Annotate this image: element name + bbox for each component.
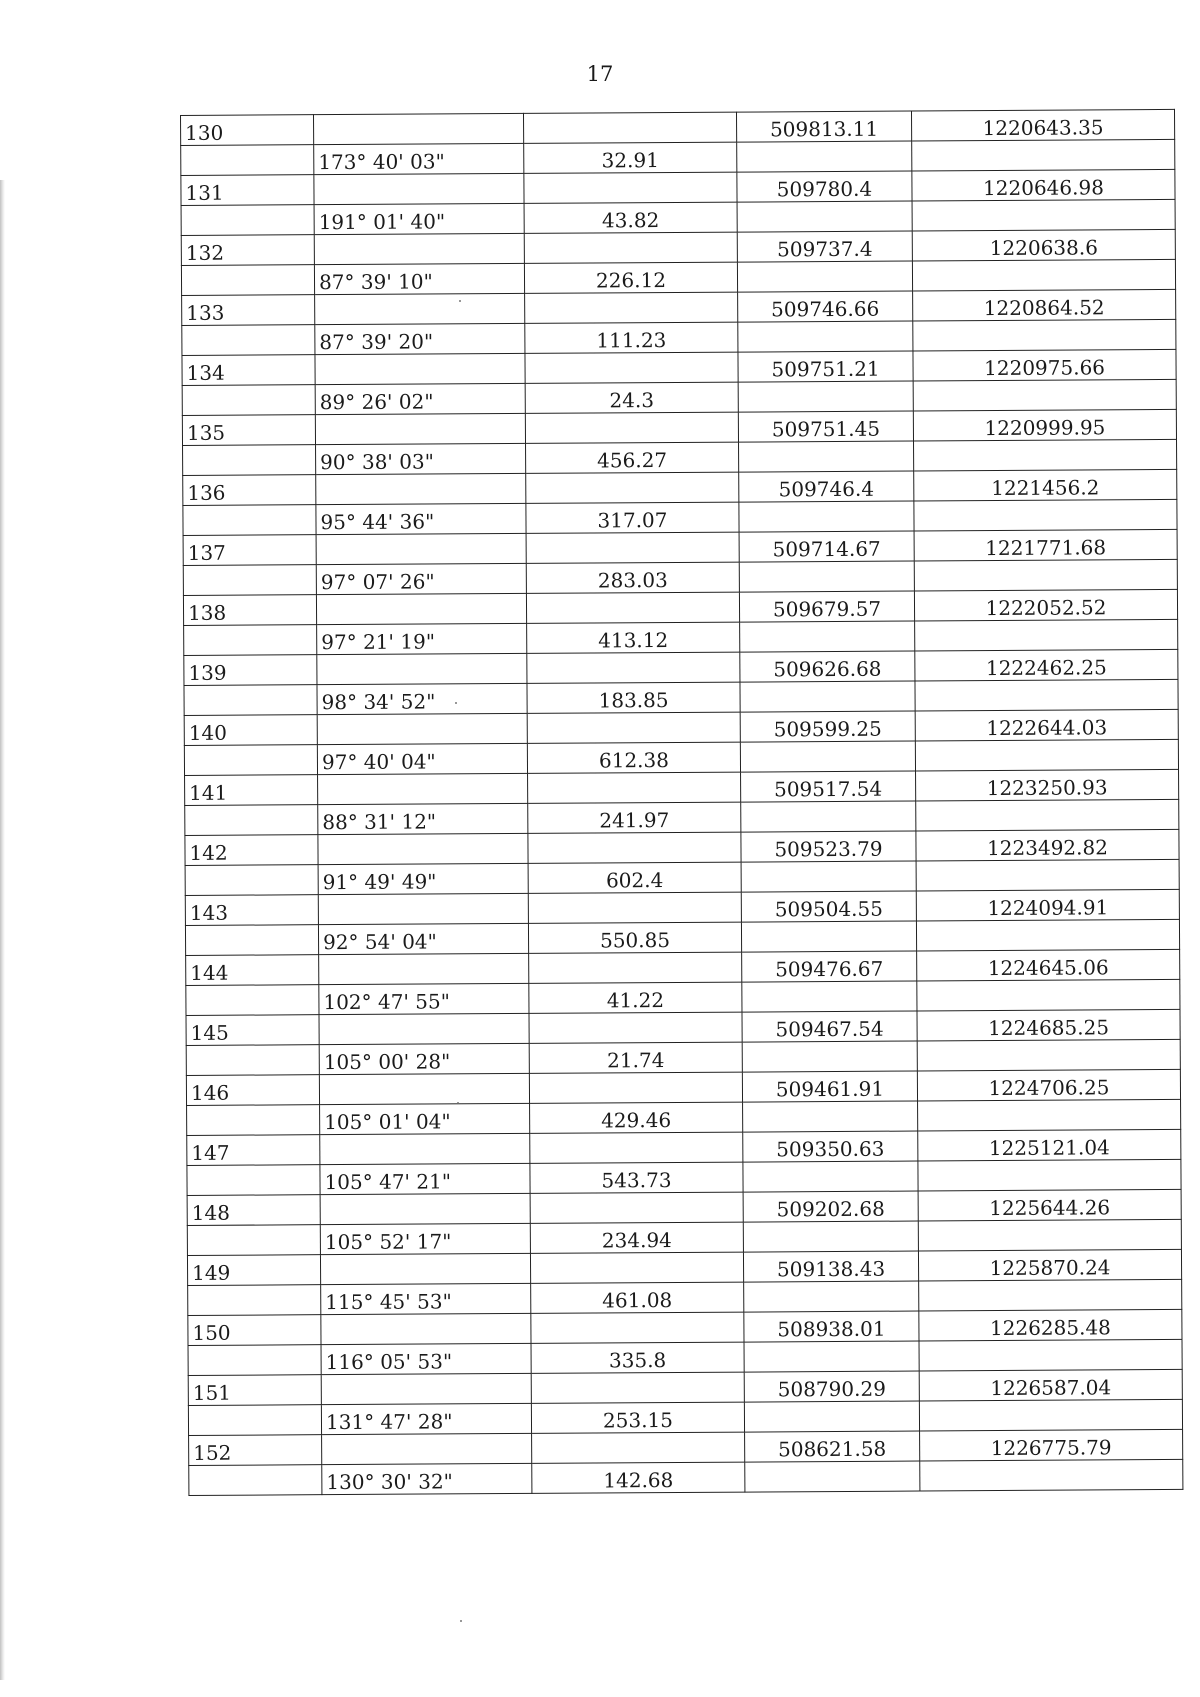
bearing-cell: 130° 30' 32" xyxy=(322,1463,532,1494)
northing-cell: 1222052.52 xyxy=(914,589,1177,621)
bearing-cell: 87° 39' 10" xyxy=(314,263,524,294)
bearing-cell xyxy=(319,1073,529,1104)
northing-cell: 1223492.82 xyxy=(916,829,1179,861)
point-id-cell xyxy=(185,865,318,896)
easting-cell xyxy=(741,861,916,892)
segment-row xyxy=(189,1459,1183,1495)
point-id-cell xyxy=(187,1105,320,1136)
distance-cell: 234.94 xyxy=(530,1222,743,1253)
easting-cell xyxy=(737,201,912,232)
point-id-cell: 147 xyxy=(187,1135,320,1166)
bearing-cell: 131° 47' 28" xyxy=(321,1403,531,1434)
northing-cell xyxy=(918,1219,1181,1251)
distance-cell xyxy=(528,772,741,803)
point-id-cell: 134 xyxy=(182,355,315,386)
bearing-cell xyxy=(318,773,528,804)
easting-cell xyxy=(744,1341,919,1372)
distance-cell: 429.46 xyxy=(530,1102,743,1133)
point-id-cell: 151 xyxy=(188,1375,321,1406)
northing-cell xyxy=(915,679,1178,711)
distance-cell: 142.68 xyxy=(532,1462,745,1493)
point-id-cell xyxy=(181,205,314,236)
bearing-cell: 87° 39' 20" xyxy=(315,323,525,354)
scan-speck xyxy=(455,702,457,704)
distance-cell: 21.74 xyxy=(529,1042,742,1073)
easting-cell xyxy=(737,141,912,172)
northing-cell xyxy=(912,259,1175,291)
distance-cell xyxy=(526,592,739,623)
distance-cell xyxy=(526,532,739,563)
scan-edge-shadow xyxy=(0,180,5,1680)
easting-cell xyxy=(740,681,915,712)
easting-cell: 509476.67 xyxy=(742,951,917,982)
easting-cell: 509714.67 xyxy=(739,531,914,562)
northing-cell xyxy=(914,439,1177,471)
point-id-cell: 130 xyxy=(181,115,314,146)
easting-cell: 509751.21 xyxy=(738,351,913,382)
distance-cell: 456.27 xyxy=(526,442,739,473)
northing-cell: 1225870.24 xyxy=(918,1249,1181,1281)
survey-coordinates-table xyxy=(180,109,1183,1496)
distance-cell: 241.97 xyxy=(528,802,741,833)
northing-cell xyxy=(915,619,1178,651)
distance-cell xyxy=(523,112,736,143)
point-id-cell xyxy=(182,325,315,356)
bearing-cell xyxy=(321,1313,531,1344)
northing-cell xyxy=(914,499,1177,531)
point-id-cell: 146 xyxy=(186,1075,319,1106)
bearing-cell: 105° 01' 04" xyxy=(320,1103,530,1134)
northing-cell xyxy=(917,1039,1180,1071)
easting-cell xyxy=(737,261,912,292)
survey-table-body xyxy=(181,109,1183,1495)
bearing-cell xyxy=(316,593,526,624)
bearing-cell: 88° 31' 12" xyxy=(318,803,528,834)
distance-cell: 283.03 xyxy=(526,562,739,593)
northing-cell xyxy=(916,919,1179,951)
bearing-cell xyxy=(317,713,527,744)
northing-cell: 1225121.04 xyxy=(918,1129,1181,1161)
bearing-cell xyxy=(319,1013,529,1044)
point-id-cell xyxy=(181,265,314,296)
easting-cell xyxy=(740,741,915,772)
distance-cell: 226.12 xyxy=(524,262,737,293)
northing-cell xyxy=(919,1279,1182,1311)
bearing-cell xyxy=(320,1253,530,1284)
point-id-cell: 152 xyxy=(189,1435,322,1466)
point-id-cell xyxy=(189,1465,322,1496)
distance-cell xyxy=(529,1012,742,1043)
point-id-cell xyxy=(186,1045,319,1076)
easting-cell xyxy=(738,321,913,352)
northing-cell: 1223250.93 xyxy=(916,769,1179,801)
easting-cell: 509350.63 xyxy=(743,1131,918,1162)
easting-cell xyxy=(741,921,916,952)
point-id-cell: 132 xyxy=(181,235,314,266)
point-id-cell xyxy=(183,565,316,596)
bearing-cell xyxy=(314,233,524,264)
point-id-cell xyxy=(186,985,319,1016)
point-id-cell: 138 xyxy=(183,595,316,626)
point-id-cell xyxy=(184,685,317,716)
bearing-cell: 97° 40' 04" xyxy=(317,743,527,774)
bearing-cell xyxy=(318,833,528,864)
northing-cell: 1220643.35 xyxy=(911,109,1174,141)
easting-cell: 508938.01 xyxy=(744,1311,919,1342)
distance-cell: 550.85 xyxy=(528,922,741,953)
easting-cell: 509202.68 xyxy=(743,1191,918,1222)
northing-cell: 1220975.66 xyxy=(913,349,1176,381)
easting-cell: 509599.25 xyxy=(740,711,915,742)
bearing-cell: 92° 54' 04" xyxy=(318,923,528,954)
distance-cell: 335.8 xyxy=(531,1342,744,1373)
bearing-cell: 89° 26' 02" xyxy=(315,383,525,414)
easting-cell: 509523.79 xyxy=(741,831,916,862)
point-id-cell: 144 xyxy=(186,955,319,986)
easting-cell xyxy=(739,501,914,532)
easting-cell: 509751.45 xyxy=(738,411,913,442)
distance-cell: 253.15 xyxy=(531,1402,744,1433)
point-id-cell xyxy=(184,625,317,656)
point-id-cell xyxy=(185,805,318,836)
easting-cell xyxy=(745,1461,920,1492)
distance-cell: 41.22 xyxy=(529,982,742,1013)
easting-cell xyxy=(739,441,914,472)
northing-cell: 1224685.25 xyxy=(917,1009,1180,1041)
distance-cell: 612.38 xyxy=(527,742,740,773)
point-id-cell: 133 xyxy=(182,295,315,326)
point-id-cell: 149 xyxy=(187,1255,320,1286)
easting-cell xyxy=(743,1161,918,1192)
easting-cell xyxy=(740,621,915,652)
northing-cell: 1226775.79 xyxy=(920,1429,1183,1461)
distance-cell xyxy=(531,1312,744,1343)
distance-cell xyxy=(525,412,738,443)
northing-cell: 1224094.91 xyxy=(916,889,1179,921)
easting-cell: 508621.58 xyxy=(745,1431,920,1462)
northing-cell: 1220864.52 xyxy=(913,289,1176,321)
point-id-cell xyxy=(185,925,318,956)
northing-cell: 1220999.95 xyxy=(913,409,1176,441)
bearing-cell xyxy=(320,1193,530,1224)
bearing-cell: 97° 07' 26" xyxy=(316,563,526,594)
distance-cell: 32.91 xyxy=(524,142,737,173)
point-id-cell xyxy=(181,145,314,176)
bearing-cell: 105° 00' 28" xyxy=(319,1043,529,1074)
distance-cell xyxy=(530,1132,743,1163)
distance-cell xyxy=(528,832,741,863)
distance-cell xyxy=(525,292,738,323)
easting-cell: 509461.91 xyxy=(742,1071,917,1102)
bearing-cell xyxy=(316,533,526,564)
easting-cell: 509138.43 xyxy=(743,1251,918,1282)
bearing-cell xyxy=(314,173,524,204)
easting-cell: 509626.68 xyxy=(740,651,915,682)
northing-cell xyxy=(912,139,1175,171)
northing-cell xyxy=(912,199,1175,231)
point-id-cell: 135 xyxy=(182,415,315,446)
distance-cell xyxy=(526,472,739,503)
point-id-cell: 148 xyxy=(187,1195,320,1226)
northing-cell xyxy=(913,379,1176,411)
easting-cell xyxy=(743,1221,918,1252)
bearing-cell: 97° 21' 19" xyxy=(317,623,527,654)
point-id-cell xyxy=(182,385,315,416)
distance-cell xyxy=(530,1192,743,1223)
easting-cell: 509517.54 xyxy=(741,771,916,802)
distance-cell: 24.3 xyxy=(525,382,738,413)
northing-cell: 1221456.2 xyxy=(914,469,1177,501)
distance-cell xyxy=(527,652,740,683)
point-id-cell xyxy=(188,1285,321,1316)
distance-cell xyxy=(527,712,740,743)
point-id-cell: 140 xyxy=(184,715,317,746)
bearing-cell: 173° 40' 03" xyxy=(314,143,524,174)
northing-cell xyxy=(920,1459,1183,1491)
easting-cell: 509679.57 xyxy=(739,591,914,622)
distance-cell: 543.73 xyxy=(530,1162,743,1193)
point-id-cell xyxy=(187,1225,320,1256)
northing-cell xyxy=(919,1399,1182,1431)
easting-cell xyxy=(739,561,914,592)
northing-cell: 1221771.68 xyxy=(914,529,1177,561)
easting-cell: 509467.54 xyxy=(742,1011,917,1042)
bearing-cell: 95° 44' 36" xyxy=(316,503,526,534)
bearing-cell: 191° 01' 40" xyxy=(314,203,524,234)
distance-cell: 602.4 xyxy=(528,862,741,893)
bearing-cell xyxy=(317,653,527,684)
bearing-cell xyxy=(320,1133,530,1164)
point-id-cell xyxy=(183,505,316,536)
easting-cell: 509746.66 xyxy=(738,291,913,322)
northing-cell: 1224706.25 xyxy=(917,1069,1180,1101)
bearing-cell xyxy=(315,293,525,324)
bearing-cell xyxy=(318,893,528,924)
easting-cell: 509780.4 xyxy=(737,171,912,202)
bearing-cell xyxy=(315,353,525,384)
point-id-cell: 145 xyxy=(186,1015,319,1046)
northing-cell xyxy=(917,979,1180,1011)
easting-cell xyxy=(744,1281,919,1312)
survey-table-container xyxy=(180,109,1182,1496)
distance-cell xyxy=(524,232,737,263)
easting-cell: 509737.4 xyxy=(737,231,912,262)
northing-cell xyxy=(918,1159,1181,1191)
distance-cell xyxy=(529,1072,742,1103)
distance-cell: 111.23 xyxy=(525,322,738,353)
bearing-cell: 98° 34' 52" xyxy=(317,683,527,714)
easting-cell xyxy=(741,801,916,832)
northing-cell: 1226587.04 xyxy=(919,1369,1182,1401)
easting-cell xyxy=(744,1401,919,1432)
bearing-cell: 90° 38' 03" xyxy=(316,443,526,474)
northing-cell xyxy=(915,739,1178,771)
point-id-cell: 141 xyxy=(185,775,318,806)
distance-cell xyxy=(532,1432,745,1463)
northing-cell xyxy=(916,859,1179,891)
point-id-cell xyxy=(187,1165,320,1196)
distance-cell xyxy=(524,172,737,203)
bearing-cell: 105° 47' 21" xyxy=(320,1163,530,1194)
point-id-cell xyxy=(188,1345,321,1376)
northing-cell: 1225644.26 xyxy=(918,1189,1181,1221)
bearing-cell xyxy=(322,1433,532,1464)
bearing-cell xyxy=(321,1373,531,1404)
easting-cell xyxy=(743,1101,918,1132)
easting-cell: 509746.4 xyxy=(739,471,914,502)
easting-cell: 508790.29 xyxy=(744,1371,919,1402)
scan-speck xyxy=(460,1620,462,1622)
point-id-cell: 142 xyxy=(185,835,318,866)
distance-cell: 413.12 xyxy=(527,622,740,653)
distance-cell xyxy=(528,892,741,923)
scan-speck xyxy=(457,1102,459,1104)
northing-cell xyxy=(916,799,1179,831)
northing-cell: 1220638.6 xyxy=(912,229,1175,261)
page-number: 17 xyxy=(586,62,614,86)
northing-cell: 1224645.06 xyxy=(917,949,1180,981)
distance-cell: 183.85 xyxy=(527,682,740,713)
point-id-cell: 150 xyxy=(188,1315,321,1346)
scan-speck xyxy=(459,300,461,302)
easting-cell: 509504.55 xyxy=(741,891,916,922)
easting-cell xyxy=(738,381,913,412)
northing-cell xyxy=(919,1339,1182,1371)
bearing-cell: 102° 47' 55" xyxy=(319,983,529,1014)
easting-cell xyxy=(742,1041,917,1072)
bearing-cell: 105° 52' 17" xyxy=(320,1223,530,1254)
bearing-cell xyxy=(316,473,526,504)
bearing-cell: 91° 49' 49" xyxy=(318,863,528,894)
northing-cell: 1220646.98 xyxy=(912,169,1175,201)
distance-cell xyxy=(529,952,742,983)
point-id-cell: 139 xyxy=(184,655,317,686)
bearing-cell: 115° 45' 53" xyxy=(321,1283,531,1314)
distance-cell xyxy=(530,1252,743,1283)
point-id-cell xyxy=(184,745,317,776)
point-id-cell: 136 xyxy=(183,475,316,506)
point-id-cell xyxy=(183,445,316,476)
bearing-cell xyxy=(314,113,524,144)
northing-cell: 1226285.48 xyxy=(919,1309,1182,1341)
distance-cell xyxy=(525,352,738,383)
point-id-cell: 137 xyxy=(183,535,316,566)
distance-cell: 43.82 xyxy=(524,202,737,233)
distance-cell: 317.07 xyxy=(526,502,739,533)
easting-cell xyxy=(742,981,917,1012)
northing-cell xyxy=(918,1099,1181,1131)
distance-cell: 461.08 xyxy=(531,1282,744,1313)
northing-cell: 1222644.03 xyxy=(915,709,1178,741)
bearing-cell: 116° 05' 53" xyxy=(321,1343,531,1374)
easting-cell: 509813.11 xyxy=(736,111,911,142)
northing-cell xyxy=(914,559,1177,591)
point-id-cell: 131 xyxy=(181,175,314,206)
northing-cell: 1222462.25 xyxy=(915,649,1178,681)
bearing-cell xyxy=(315,413,525,444)
point-id-cell: 143 xyxy=(185,895,318,926)
bearing-cell xyxy=(319,953,529,984)
northing-cell xyxy=(913,319,1176,351)
point-id-cell xyxy=(188,1405,321,1436)
distance-cell xyxy=(531,1372,744,1403)
